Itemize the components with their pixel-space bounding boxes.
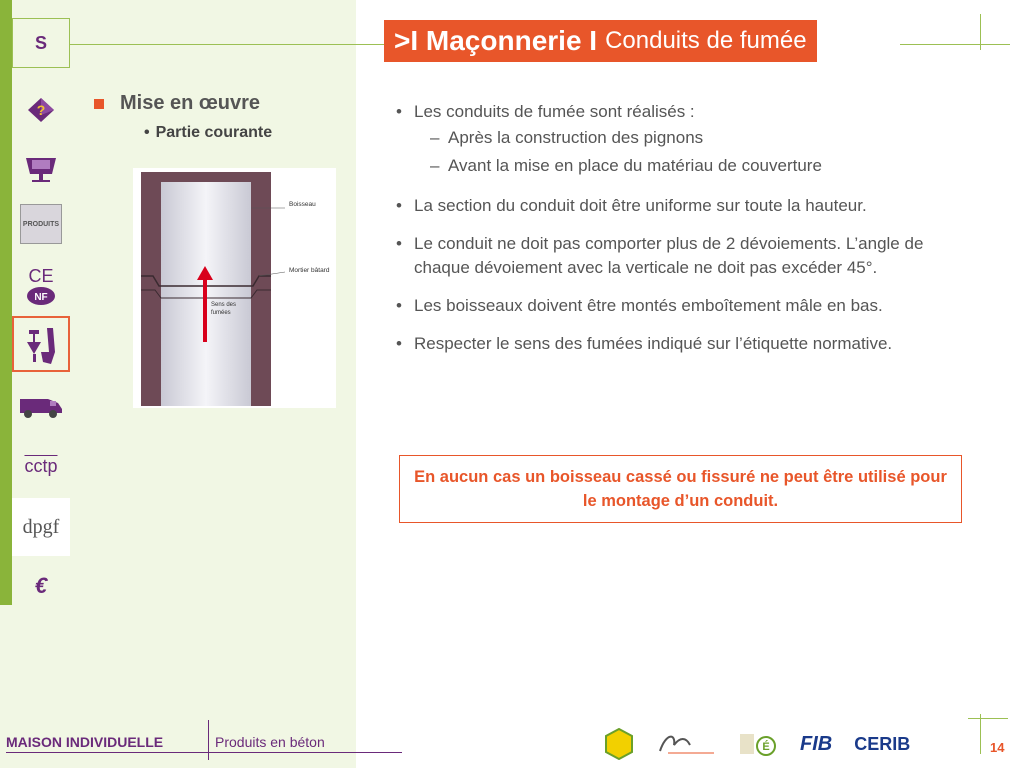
cerib-logo: CERIB (854, 733, 911, 754)
section-subheading: • Partie courante (144, 124, 272, 142)
cctp-icon: cctp (24, 455, 58, 476)
help-icon (26, 95, 56, 125)
roof-building-icon (22, 148, 60, 184)
ce-nf-icon (24, 264, 58, 308)
list-subitem: – Après la construction des pignons (396, 126, 956, 150)
list-subitem: – Avant la mise en place du matériau de couverture (396, 154, 956, 178)
van-icon (18, 393, 64, 419)
nav-tools-button[interactable] (12, 316, 70, 372)
nav-s-button[interactable] (12, 18, 70, 68)
slide-title (384, 20, 817, 62)
chimney-flue-diagram (133, 168, 336, 408)
footer-tick-horizontal (968, 718, 1008, 719)
heading-text: Mise en œuvre (120, 92, 261, 114)
svg-text:Sens des: Sens des (211, 302, 237, 308)
nav-prix-button[interactable] (12, 560, 70, 612)
svg-text:NF: NF (34, 292, 48, 303)
title-main: >I Maçonnerie I (394, 25, 598, 56)
header-rule-right (900, 44, 1010, 45)
left-accent-bar (0, 0, 12, 605)
nav-roof-button[interactable] (12, 140, 70, 192)
header-rule-left (62, 44, 388, 45)
nav-cctp-button[interactable] (12, 440, 70, 492)
svg-text:CE: CE (28, 266, 54, 286)
produits-icon (20, 204, 62, 244)
cerpet-logo-icon (656, 729, 716, 759)
svg-text:fumées: fumées (211, 310, 231, 316)
svg-text:?: ? (36, 102, 46, 118)
footer-tick (980, 714, 981, 754)
content-list (396, 100, 956, 370)
euro-icon: € (34, 573, 48, 598)
footer-title: MAISON INDIVIDUELLE (6, 734, 164, 750)
list-item: • Les conduits de fumée sont réalisés : (396, 100, 956, 124)
header-tick (980, 14, 981, 50)
list-item: • Le conduit ne doit pas comporter plus de 2 dévoiements. L’angle de chaque dévoiement avec la verticale ne doit pas excéder 45°. (396, 232, 944, 280)
heading-bullet-icon (94, 99, 104, 109)
svg-text:É: É (762, 741, 770, 753)
svg-text:Mortier bâtard: Mortier bâtard (289, 267, 330, 274)
nav-transport-button[interactable] (12, 380, 70, 432)
svg-text:Boisseau: Boisseau (289, 201, 316, 208)
dpgf-icon: dpgf (22, 515, 60, 538)
nav-dpgf-button[interactable] (12, 498, 70, 556)
s-label: S (34, 32, 47, 53)
label-e-logo-icon (738, 728, 778, 760)
partner-logos (604, 726, 910, 762)
masonry-tools-icon (23, 322, 59, 366)
list-item: • Les boisseaux doivent être montés emboîtement mâle en bas. (396, 294, 934, 318)
footer-subtitle: Produits en béton (215, 734, 325, 750)
page-number: 14 (990, 740, 1005, 755)
warning-box (399, 455, 962, 523)
nav-help-button[interactable] (12, 84, 70, 136)
title-sub: Conduits de fumée (605, 27, 807, 54)
warning-text: En aucun cas un boisseau cassé ou fissuré ne peut être utilisé pour le montage d’un conduit. (414, 468, 947, 510)
nav-produits-button[interactable] (12, 198, 70, 250)
nav-certification-button[interactable] (12, 256, 70, 316)
footer-rule (6, 752, 402, 753)
list-item: • Respecter le sens des fumées indiqué sur l’étiquette normative. (396, 332, 914, 356)
produits-label: PRODUITS (22, 220, 60, 228)
section-heading (94, 92, 260, 115)
footer-separator (208, 720, 209, 760)
fib-logo: FIB (800, 732, 833, 755)
ecole-francaise-beton-logo-icon (604, 728, 634, 760)
list-item: • La section du conduit doit être uniforme sur toute la hauteur. (396, 194, 956, 218)
